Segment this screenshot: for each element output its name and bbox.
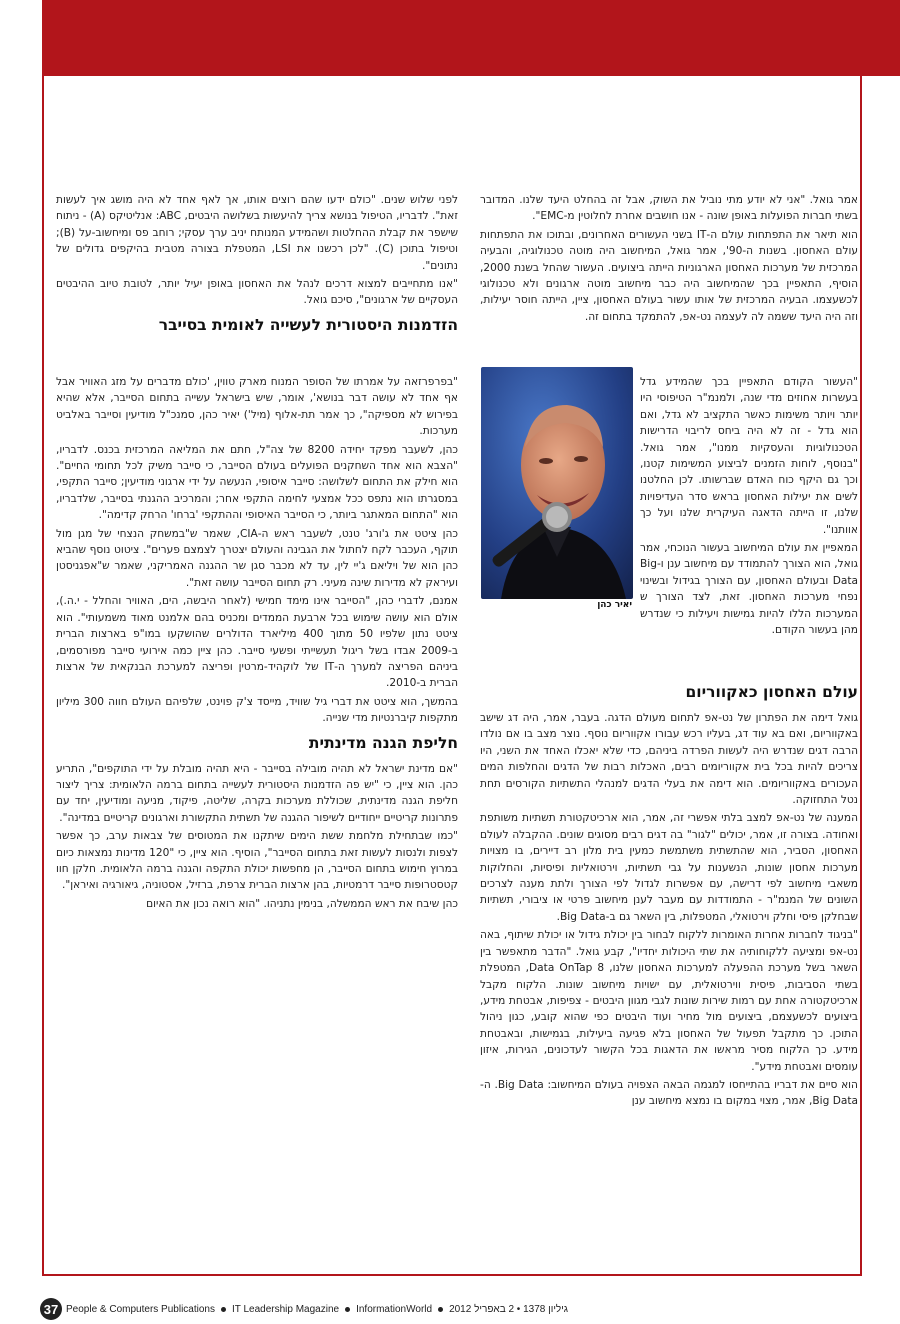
paragraph: "בפרפרזאה על אמרתו של הסופר המנוח מארק טווין, 'כולם מדברים על מזג האוויר אבל אף אחד לא עושה דבר בנושא', אומר, שיש בישראל עשייה בתחום הסייבר, אלא שהיא בפירוש לא מספיקה", כך אמר תת-אלוף (מיל') יאיר כהן, סמנכ"ל מודיעין וסייבר באלביט מערכות.	[56, 376, 458, 438]
paragraph: "אם מדינת ישראל לא תהיה מובילה בסייבר - היא תהיה מובלת על ידי התוקפים", התריע כהן. הוא ציין, כי "יש פה הזדמנות היסטורית לעשייה בתחום ברמה הלאומית: צריך ליצור חליפת הגנה מדינתית, שכוללת מערכות בקרה, שליטה, פיקוד, מניעה ומודיעין, יחד עם פתרונות קריטיים ייחודיים לשיפור ההגנה של תשתית התקשורת וארגונים קריטיים במדינה".	[56, 762, 458, 824]
bullet-icon	[345, 1307, 350, 1312]
paragraph: המענה של נט-אפ למצב בלתי אפשרי זה, אמר, הוא ארכיטקטורת תשתיות משותפת ואחודה. בצורה זו, אמר, יכולים "לגור" בה דגים רבים מסוגים שונים. ההקבלה לעולם האחסון, הסביר, הוא שהתשתית משתמשת כמעין בית מלון רב דיירים, בו מצויות מערכות אחסון שונות, הנשענות על גבי תשתיות, וירטואליות ופיסיות, והחלוקות משאבי מיחשוב לפי דרישה, עם אפשרות לגדול לפי הצורך ולתת מענה לצרכים השונים של המנמ"ר - התמודדות עם מעבר לענן מיחשוב פרטי או ציבורי, תשתיות שבחלקן פיסי וחלק וירטואלי, המטפלות, בין השאר גם ב-Big Data.	[480, 812, 858, 923]
paragraph: אמר גואל. "אני לא יודע מתי נוביל את השוק, אבל זה בהחלט היעד שלנו. המדובר בשתי חברות הפועלות באופן שונה - אנו חושבים אחרת לחלוטין מ-EMC".	[480, 194, 858, 223]
paragraph: הוא סיים את דבריו בהתייחסו למגמה הבאה הצפויה בעולם המיחשוב: Big Data. ה-Big Data, אמר, מצוי במקום בו נמצא מיחשוב ענן	[480, 1078, 858, 1108]
portrait-photo	[481, 367, 633, 599]
bullet-icon	[221, 1307, 226, 1312]
bullet-icon	[438, 1307, 443, 1312]
right-column-wrap	[640, 374, 858, 639]
section-heading: חליפת הגנה מדינתית	[308, 733, 458, 752]
paragraph: כהן, לשעבר מפקד יחידה 8200 של צה"ל, חתם את המליאה המרכזית בכנס. לדבריו, "הצבא הוא אחד השחקנים הפועלים בעולם הסייבר, כי סייבר משיק לכל תחומי החיים". הוא חילק את התחום לשלושה: סייבר איסופי, הנעשה על ידי ארגוני מודיעין; סייבר התקפי, במסגרתו הוא נתפס ככל אמצעי לחימה התקפי אחר; והמרכיב ההגנתי בסייבר, שלדבריו, הוא "התחום המאתגר ביותר, כי הסייבר האיסופי וההתקפי 'ברחו' הרחק קדימה".	[56, 443, 459, 522]
paragraph: המאפיין את עולם המיחשוב בעשור הנוכחי, אמר גואל, הוא הצורך להתמודד עם מיחשוב ענן ו-Big Data ובעולם האחסון, עם הצורך בגידול ובשינוי נפחי מערכות האחסון. זאת, לצד הצורך ש המערכות הללו להיות גמישות ויעילות כי שנדרש מהן בעשור הקודם.	[640, 542, 858, 637]
left-column-wrap	[56, 374, 458, 914]
left-column	[56, 192, 458, 343]
page-number: 37	[40, 1298, 62, 1320]
right-column-bottom	[480, 676, 858, 1112]
section-heading: עולם האחסון כאקווריום	[685, 683, 858, 701]
paragraph: הוא תיאר את התפתחות עולם ה-IT בשני העשורים האחרונים, ובתוכו את התפתחות עולם האחסון. בשנות ה-90', אמר גואל, המיחשוב היה מוטה טכנולוגיה, והבעיה המרכזית של מערכות האחסון הארגוניות הייתה ביצועים. העשור שהחל בשנת 2000, הוסיף, התאפיין בכך שהמיחשוב היה כבר מיחשוב מוטה ארגונים ולא טכנולוגי לכשעצמו. הבעיה המרכזית של אותו עשור בעולם האחסון, ציין, הייתה חוסר יעילות, וזה היה היעד ששמה לה לעצמה נט-אפ, להתמקד בתחום זה.	[480, 228, 858, 323]
paragraph: "העשור הקודם התאפיין בכך שהמידע גדל בעשרות אחוזים מדי שנה, ולמנמ"ר הטיפוסי היו יותר ויותר משימות כאשר התקציב לא גדל, ואם הוא גדל - זה לא היה ביחס לריבוי הדרישות הטכנולוגיות והעסקיות ממנו", אמר גואל. "בנוסף, לוחות הזמנים לביצוע המשימות קטנו, וכך גם היקף כוח האדם שברשותו. לכן החלטנו לשים את יעילות האחסון בראש סדר העדיפויות שלנו, זו הייתה הדאגה העיקרית שלנו ועל כך אוותנו".	[640, 376, 858, 536]
magazine-name: IT Leadership Magazine	[231, 1303, 340, 1315]
page-footer	[40, 1298, 860, 1320]
paragraph: "אנו מתחייבים למצוא דרכים לנהל את האחסון באופן יעיל יותר, לטובת טיוב ההיבטים העסקיים של ארגונים", סיכם גואל.	[56, 278, 458, 307]
paragraph: "כמו שבתחילת מלחמת ששת הימים שיתקנו את המטוסים של צבאות ערב, כך אפשר לצפות ולנסות לעשות זאת בתחום הסייבר", הוסיף. הוא ציין, כי "120 מדינות נמצאות כיום במרוץ חימוש בתחום הסייבר, הן מחפשות יכולת התקפה והגנה ברמה הלאומית. חלקן חוו קטסטרופות סייבר דרמטיות, בהן ארצות הברית צרפת, ברזיל, אסטוניה, גיאורגיה ואיראן".	[56, 830, 458, 892]
paragraph: כהן ציטט את ג'ורג' טנט, לשעבר ראש ה-CIA, שאמר ש"במשחק הנצחי של מגן מול תוקף, העכבר לקח לחתול את הגבינה והעולם יצטרך לצמצם פערים". ציטוט נוסף שהביא כהן הוא של ויליאם ג'יי לין, עד לא מכבר סגן שר ההגנה האמריקני, שאמר ש"אפגניסטן ועיראק לא מדירות שינה מעיני. רק תחום הסייבר עושה זאת".	[56, 527, 459, 589]
photo-caption: יאיר כהן	[597, 600, 632, 610]
paragraph: אמנם, לדברי כהן, "הסייבר אינו מימד חמישי (לאחר היבשה, הים, האוויר והחלל - י.ה.), אולם הוא עושה שימוש בכל ארבעת הממדים ומכניס בהם אלמנט מאוד משמעותי". הוא ציטט נתון שלפיו 50 מתוך 400 מיליארד הדולרים שהושקעו במו"פ בארצות הברית ב-2009 אבדו בשל ריגול תעשייתי ופשעי סייבר. כהן ציין כמה אירועי סייבר מפורסמים, ביניהם הפריצה למערך ה-IT של לוקהיד-מרטין ופריצה למערכת הבנקאית של ארצות הברית ב-2010.	[56, 595, 459, 690]
paragraph: "בניגוד לחברות אחרות האומרות ללקוח לבחור בין יכולת גידול או יכולת שיתוף, באה נט-אפ ומציעה ללקוחותיה את שתי היכולות יחדיו", קבע גואל. "הדבר מתאפשר בין השאר בשל מערכת ההפעלה למערכות האחסון שלנו, Data OnTap 8, המטפלת בשתי הסביבות, פיסית ווירטואלית, עם ישויות מיחשוב שונות. הלקוח מקבל ארכיטקטורה אחת עם רמות שירות שונות לגבי מגוון היבטים - צפיפות, אבטחת מידע, ביצועים לכשעצמם, ביצועים מול מחיר ועוד היבטים כפי שהוא קובע, כגון ניהול התוכן. כך מתקבל תפעול של האחסון בלא פגיעה ביעילות, בגמישות, ובאבטחת מידע. כך הלקוח מסיר מראשו את הדאגות בכל הקשור לעדכונים, הגירות, איזון עומסים ואבטחת מידע".	[480, 929, 858, 1073]
paragraph: בהמשך, הוא ציטט את דברי גיל שוויד, מייסד צ'ק פוינט, שלפיהם העולם חווה 300 מיליון מתקפות קיברנטיות מדי שנייה.	[56, 695, 458, 725]
photo-illustration	[481, 367, 633, 599]
issue-info: גיליון 1378 • 2 באפריל 2012	[449, 1303, 569, 1315]
site-name: InformationWorld	[356, 1303, 433, 1315]
paragraph: לפני שלוש שנים. "כולם ידעו שהם רוצים אותו, אך לאף אחד לא היה מושג איך לעשות זאת". לדבריו, הטיפול בנושא צריך להיעשות בשלושה היבטים, ABC: אנליטיקס (A) - ניתוח שישפר את קבלת ההחלטות ושהמידע המנותח יניב ערך עסקי; רוחב פס ומיחשוב-על (B); וטיפול בתוכן (C). "לכן רכשנו את LSI, המטפלת בצורה מטבית בהיקפים גדולים של נתונים".	[56, 194, 458, 272]
publisher-name: People & Computers Publications	[66, 1303, 215, 1315]
right-column-top	[480, 192, 858, 327]
paragraph: גואל דימה את הפתרון של נט-אפ לתחום מעולם הדגה. בעבר, אמר, היה דג שישב באקווריום, ואם בא עוד דג, בעליו רכש עבורו אקווריום נוסף. נוצר מצב בו אם נולדו הרבה דגים שנדרש היה לעשות הפרדה ביניהם, כדי שלא יאכלו האחד את השני, היו צריכים להיות בכל בית אקווריומים רבים, האכלות רבות של הדגים והחלפות המים העכורים באקווריומים. הוא דימה את בעלי הדגים למנהלי התשתיות הקורסים תחת נטל התחזוקה.	[480, 712, 858, 807]
header-bar	[42, 0, 900, 76]
section-heading: הזדמנות היסטורית לעשייה לאומית בסייבר	[158, 315, 458, 334]
paragraph: כהן שיבח את ראש הממשלה, בנימין נתניהו. "הוא רואה נכון את האיום	[146, 897, 458, 910]
